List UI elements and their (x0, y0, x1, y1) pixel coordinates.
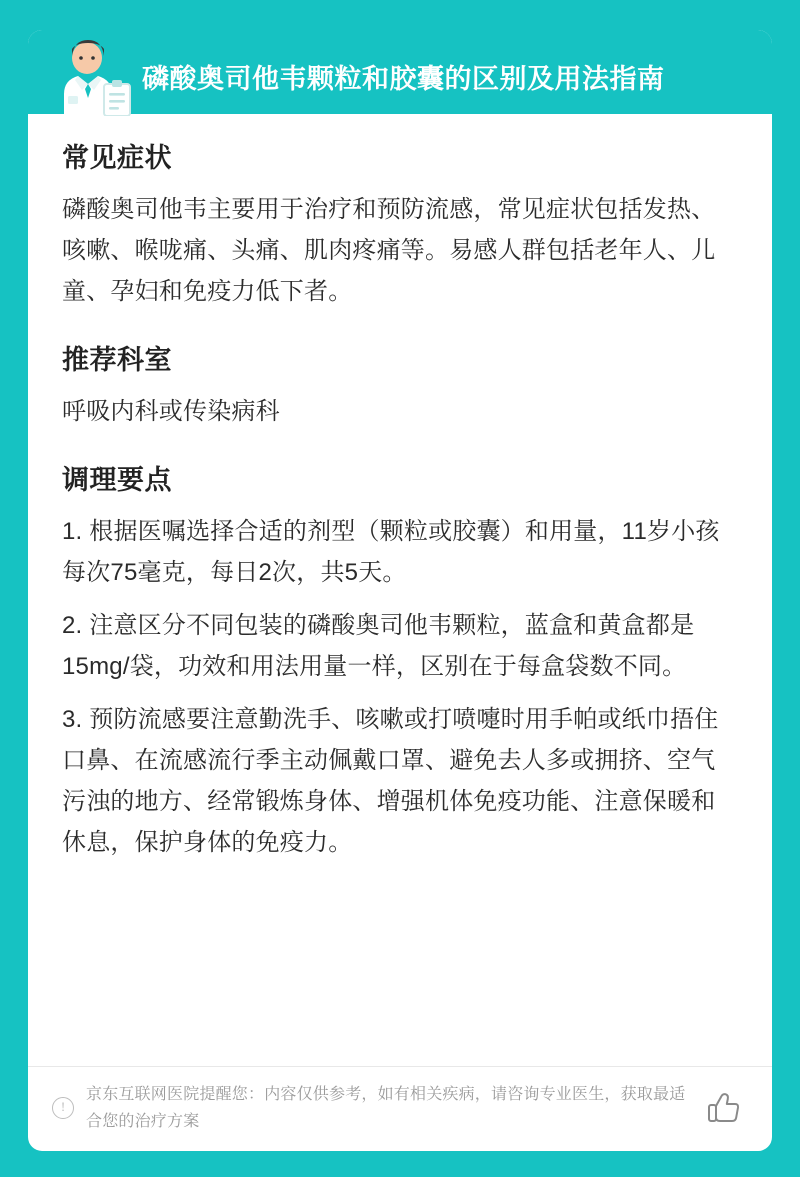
care-tip-item: 1. 根据医嘱选择合适的剂型（颗粒或胶囊）和用量，11岁小孩每次75毫克，每日2次，共5天。 (62, 518, 720, 586)
thumbs-up-icon[interactable] (704, 1088, 744, 1128)
doctor-avatar-icon (42, 36, 138, 116)
card-header (28, 30, 772, 114)
care-tip-item: 2. 注意区分不同包装的磷酸奥司他韦颗粒，蓝盒和黄盒都是15mg/袋，功效和用法用量一样，区别在于每盒袋数不同。 (62, 612, 695, 680)
article-card (28, 30, 772, 1151)
section-heading-department: 推荐科室 (62, 345, 172, 375)
info-circle-icon: ! (52, 1097, 74, 1119)
care-tip-item: 3. 预防流感要注意勤洗手、咳嗽或打喷嚏时用手帕或纸巾捂住口鼻、在流感流行季主动佩戴口罩、避免去人多或拥挤、空气污浊的地方、经常锻炼身体、增强机体免疫功能、注意保暖和休息，保护身体的免疫力。 (62, 706, 719, 856)
article-body (28, 114, 772, 1066)
section-paragraph-symptoms: 磷酸奥司他韦主要用于治疗和预防流感，常见症状包括发热、咳嗽、喉咙痛、头痛、肌肉疼痛等。易感人群包括老年人、儿童、孕妇和免疫力低下者。 (62, 196, 716, 305)
section-heading-symptoms: 常见症状 (62, 143, 172, 173)
section-paragraph-department: 呼吸内科或传染病科 (62, 398, 280, 425)
card-footer (28, 1066, 772, 1151)
disclaimer-text: 京东互联网医院提醒您：内容仅供参考，如有相关疾病，请咨询专业医生，获取最适合您的治疗方案 (86, 1086, 686, 1130)
section-heading-care-tips: 调理要点 (62, 465, 172, 495)
page-title: 磷酸奥司他韦颗粒和胶囊的区别及用法指南 (142, 64, 665, 94)
